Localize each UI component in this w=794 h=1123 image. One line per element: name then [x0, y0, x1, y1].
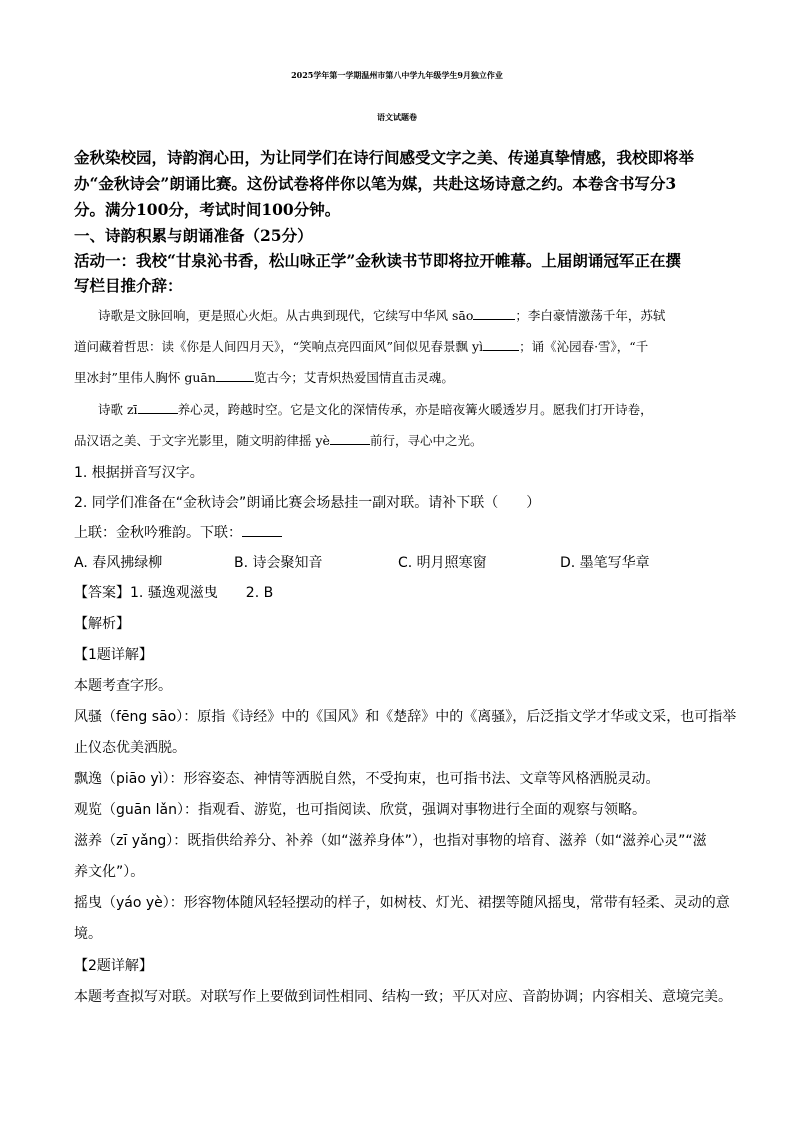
detail-1-line: 境。 [74, 926, 102, 942]
document-subtitle: 语文试题卷 [377, 112, 417, 122]
question-2: 2. 同学们准备在“金秋诗会”朗诵比赛会场悬挂一副对联。请补下联（ ） [74, 495, 541, 511]
answer-text: 1. 骚逸观滋曳 2. B [130, 585, 274, 601]
blank-1 [473, 307, 515, 320]
detail-1-line: 观览（guān lǎn）：指观看、游览，也可指阅读、欣赏，强调对事物进行全面的观察与领略。 [74, 802, 647, 818]
answer-line [74, 582, 273, 602]
blank-5 [330, 432, 370, 445]
blank-3 [216, 369, 254, 382]
blank-2 [483, 338, 519, 351]
detail-1-line: 风骚（fēng sāo）：原指《诗经》中的《国风》和《楚辞》中的《离骚》，后泛指文学才华或文采，也可指举 [74, 709, 737, 725]
passage-line-5: 品汉语之美、于文字光影里，随文明韵律摇 yè 前行，寻心中之光。 [74, 433, 483, 448]
couplet-blank [242, 524, 282, 537]
analysis-label: 【解析】 [74, 616, 130, 632]
intro-line-1: 金秋染校园，诗韵润心田，为让同学们在诗行间感受文字之美、传递真挚情感，我校即将举 [74, 148, 695, 167]
passage-line-3: 里冰封”里伟人胸怀 guān 览古今；艾青炽热爱国情直击灵魂。 [74, 370, 454, 385]
option-a: A. 春风拂绿柳 [74, 555, 163, 571]
detail-1-line: 飘逸（piāo yì）：形容姿态、神情等洒脱自然，不受拘束，也可指书法、文章等风格洒脱灵动。 [74, 771, 660, 787]
document-title: 2025学年第一学期温州市第八中学九年级学生9月独立作业 [291, 70, 503, 80]
detail-2-label: 【2题详解】 [74, 958, 153, 974]
section-heading: 一、诗韵积累与朗诵准备（25分） [74, 226, 313, 245]
detail-2-line: 本题考查拟写对联。对联写作上要做到词性相同、结构一致；平仄对应、音韵协调；内容相关、意境完美。 [74, 989, 732, 1005]
detail-1-line: 摇曳（yáo yè）：形容物体随风轻轻摆动的样子，如树枝、灯光、裙摆等随风摇曳，常带有轻柔、灵动的意 [74, 895, 730, 911]
passage-line-2: 道问藏着哲思：读《你是人间四月天》，“笑响点亮四面风”间似见春景飘 yì ；诵《沁园春·雪》，“千 [74, 339, 649, 354]
detail-1-line: 养文化”）。 [74, 864, 145, 880]
detail-1-label: 【1题详解】 [74, 647, 153, 663]
activity-line-1: 活动一：我校“甘泉沁书香，松山咏正学”金秋读书节即将拉开帷幕。上届朗诵冠军正在撰 [74, 251, 681, 270]
option-d: D. 墨笔写华章 [560, 555, 650, 571]
option-b: B. 诗会聚知音 [234, 555, 323, 571]
activity-line-2: 写栏目推介辞： [74, 276, 183, 295]
option-c: C. 明月照寒窗 [398, 555, 487, 571]
answer-label: 【答案】 [74, 585, 130, 601]
passage-line-4: 诗歌 zī 养心灵，跨越时空。它是文化的深情传承，亦是暗夜篝火暖透岁月。愿我们打开诗卷， [98, 402, 653, 417]
intro-line-2: 办“金秋诗会”朗诵比赛。这份试卷将伴你以笔为媒，共赴这场诗意之约。本卷含书写分3 [74, 174, 677, 193]
passage-line-1: 诗歌是文脉回响，更是照心火炬。从古典到现代，它续写中华风 sāo ；李白豪情激荡千年，苏轼 [98, 308, 666, 323]
intro-line-3: 分。满分100分，考试时间100分钟。 [74, 200, 341, 219]
blank-4 [138, 401, 178, 414]
detail-1-line: 滋养（zī yǎng）：既指供给养分、补养（如“滋养身体”），也指对事物的培育、滋养（如“滋养心灵”“滋 [74, 833, 707, 849]
question-1: 1. 根据拼音写汉字。 [74, 465, 204, 481]
detail-1-line: 本题考查字形。 [74, 678, 172, 694]
detail-1-line: 止仪态优美洒脱。 [74, 740, 186, 756]
couplet-line: 上联：金秋吟雅韵。下联： [74, 522, 282, 542]
